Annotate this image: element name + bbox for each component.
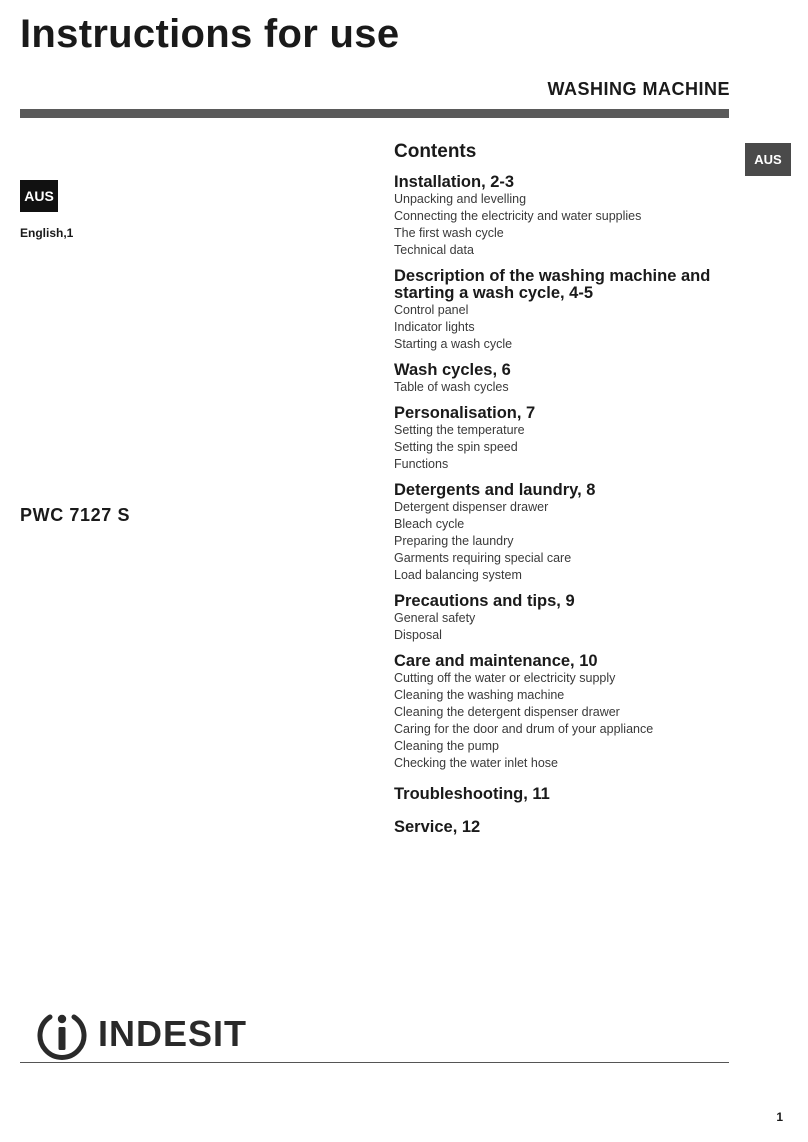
- toc-section: [394, 174, 734, 259]
- toc-section: [394, 786, 734, 803]
- header-divider-bar: [20, 109, 729, 118]
- document-subtitle: WASHING MACHINE: [547, 79, 730, 99]
- toc-section: [394, 362, 734, 396]
- toc-section: [394, 819, 734, 836]
- toc-section-title[interactable]: Troubleshooting, 11: [394, 785, 550, 803]
- language-label[interactable]: English,1: [20, 226, 74, 240]
- toc-section: [394, 482, 734, 584]
- page-number: 1: [776, 1110, 783, 1124]
- toc-item[interactable]: Connecting the electricity and water supplies: [394, 209, 642, 223]
- toc-section-title[interactable]: Wash cycles, 6: [394, 361, 511, 379]
- toc-item[interactable]: Garments requiring special care: [394, 551, 572, 565]
- brand-logo-text: INDESIT: [98, 1013, 248, 1054]
- toc-item[interactable]: Load balancing system: [394, 568, 522, 582]
- toc-item-list: [394, 302, 734, 353]
- toc-item-list: [394, 422, 734, 473]
- toc-item[interactable]: Cleaning the washing machine: [394, 688, 565, 702]
- toc-item[interactable]: The first wash cycle: [394, 226, 504, 240]
- toc-item[interactable]: Bleach cycle: [394, 517, 465, 531]
- model-number: PWC 7127 S: [20, 505, 131, 525]
- toc-section-title[interactable]: Description of the washing machine and starting a wash cycle, 4-5: [394, 267, 711, 302]
- contents-heading: Contents: [394, 141, 477, 162]
- language-badge: AUS: [20, 180, 58, 212]
- toc-section: [394, 405, 734, 473]
- toc-section-title[interactable]: Precautions and tips, 9: [394, 592, 575, 610]
- toc-section: [394, 593, 734, 644]
- toc-item[interactable]: Technical data: [394, 243, 474, 257]
- toc-item-list: [394, 379, 734, 396]
- side-language-tab[interactable]: AUS: [745, 143, 791, 176]
- toc-section-title[interactable]: Installation, 2-3: [394, 173, 515, 191]
- toc-item[interactable]: General safety: [394, 611, 476, 625]
- toc-item[interactable]: Preparing the laundry: [394, 534, 514, 548]
- toc-section: [394, 268, 734, 353]
- toc-section-title[interactable]: Care and maintenance, 10: [394, 652, 598, 670]
- toc-item-list: [394, 670, 734, 772]
- toc-item[interactable]: Disposal: [394, 628, 442, 642]
- brand-logo: [36, 1008, 247, 1060]
- toc-item[interactable]: Setting the spin speed: [394, 440, 518, 454]
- footer-divider: [20, 1062, 729, 1063]
- toc-item[interactable]: Indicator lights: [394, 320, 475, 334]
- toc-item[interactable]: Cleaning the pump: [394, 739, 499, 753]
- toc-item-list: [394, 499, 734, 584]
- toc-item-list: [394, 610, 734, 644]
- toc-section-title[interactable]: Service, 12: [394, 818, 481, 836]
- toc-section-title[interactable]: Detergents and laundry, 8: [394, 481, 596, 499]
- contents-panel: [394, 140, 734, 845]
- page-title: Instructions for use: [20, 12, 400, 56]
- toc-item[interactable]: Unpacking and levelling: [394, 192, 527, 206]
- toc-item[interactable]: Setting the temperature: [394, 423, 525, 437]
- toc-item[interactable]: Cutting off the water or electricity supply: [394, 671, 616, 685]
- toc-item[interactable]: Starting a wash cycle: [394, 337, 513, 351]
- toc-item[interactable]: Detergent dispenser drawer: [394, 500, 549, 514]
- toc-section: [394, 653, 734, 772]
- indesit-circle-i-icon: [36, 1008, 88, 1060]
- toc-item[interactable]: Functions: [394, 457, 449, 471]
- toc-item-list: [394, 191, 734, 259]
- toc-item[interactable]: Control panel: [394, 303, 469, 317]
- toc-item[interactable]: Table of wash cycles: [394, 380, 509, 394]
- toc-section-title[interactable]: Personalisation, 7: [394, 404, 536, 422]
- toc-item[interactable]: Cleaning the detergent dispenser drawer: [394, 705, 620, 719]
- toc-item[interactable]: Checking the water inlet hose: [394, 756, 558, 770]
- toc-item[interactable]: Caring for the door and drum of your appliance: [394, 722, 654, 736]
